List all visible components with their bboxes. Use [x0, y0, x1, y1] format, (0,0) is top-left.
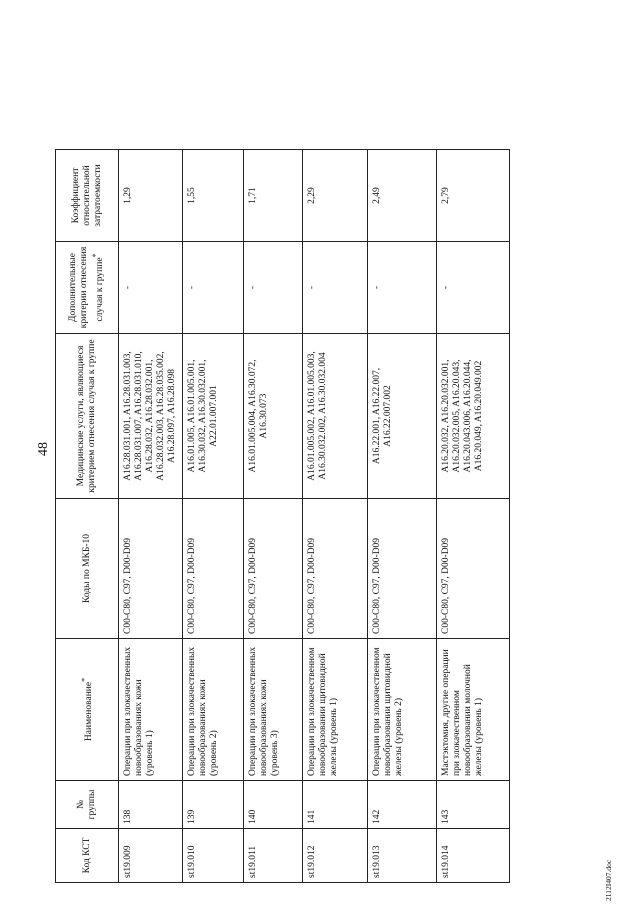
table-row: [183, 150, 244, 883]
cell-criteria: -: [183, 242, 244, 334]
cell-icd: C00-C80, C97, D00-D09: [183, 499, 244, 639]
cell-code: st19.010: [183, 829, 244, 883]
cell-icd: C00-C80, C97, D00-D09: [437, 499, 510, 639]
cell-code: st19.012: [303, 829, 368, 883]
cell-name: Мастэктомия, другие операции при злокачественном новообразовании молочной железы (уровень 1): [437, 639, 510, 781]
cell-code: st19.011: [244, 829, 303, 883]
cell-name: Операции при злокачественных новообразованиях кожи (уровень 2): [183, 639, 244, 781]
cell-group: 139: [183, 781, 244, 829]
cell-name: Операции при злокачественных новообразованиях кожи (уровень 3): [244, 639, 303, 781]
cell-coef: 1,55: [183, 150, 244, 242]
header-services: Медицинские услуги, являющиеся критерием отнесения случая к группе: [56, 334, 119, 499]
cell-icd: C00-C80, C97, D00-D09: [368, 499, 437, 639]
cell-icd: C00-C80, C97, D00-D09: [244, 499, 303, 639]
kst-table: [55, 149, 510, 883]
cell-group: 138: [119, 781, 183, 829]
table-row: [437, 150, 510, 883]
cell-group: 140: [244, 781, 303, 829]
cell-group: 141: [303, 781, 368, 829]
header-name: Наименование*: [56, 639, 119, 781]
cell-services: A16.20.032, A16.20.032.001, A16.20.032.005, A16.20.043, A16.20.043.006, A16.20.044, A16.20.049, A16.20.049.002: [437, 334, 510, 499]
cell-icd: C00-C80, C97, D00-D09: [303, 499, 368, 639]
cell-services: A16.01.005.002, A16.01.005.003, A16.30.032.002, A16.30.032.004: [303, 334, 368, 499]
cell-criteria: -: [244, 242, 303, 334]
cell-criteria: -: [119, 242, 183, 334]
cell-criteria: -: [437, 242, 510, 334]
cell-group: 143: [437, 781, 510, 829]
cell-code: st19.014: [437, 829, 510, 883]
table-row: [303, 150, 368, 883]
table-header-row: [56, 150, 119, 883]
cell-criteria: -: [303, 242, 368, 334]
cell-group: 142: [368, 781, 437, 829]
cell-services: A16.28.031.001, A16.28.031.003, A16.28.031.007, A16.28.031.010, A16.28.032, A16.28.032.001, A16.28.032.003, A16.28.035.002, A16.28.097, A16.28.098: [119, 334, 183, 499]
cell-criteria: -: [368, 242, 437, 334]
page-number: 48: [36, 442, 51, 456]
cell-code: st19.009: [119, 829, 183, 883]
header-code: Код КСТ: [56, 829, 119, 883]
header-icd: Коды по МКБ-10: [56, 499, 119, 639]
cell-coef: 1,29: [119, 150, 183, 242]
table-row: [368, 150, 437, 883]
cell-code: st19.013: [368, 829, 437, 883]
cell-icd: C00-C80, C97, D00-D09: [119, 499, 183, 639]
cell-name: Операции при злокачественном новообразовании щитовидной железы (уровень 1): [303, 639, 368, 781]
header-criteria: Дополнительные критерии отнесения случая к группе*: [56, 242, 119, 334]
cell-services: A16.01.005, A16.01.005.001, A16.30.032, A16.30.032.001, A22.01.007.001: [183, 334, 244, 499]
cell-coef: 2,49: [368, 150, 437, 242]
header-group: № группы: [56, 781, 119, 829]
cell-services: A16.01.005.004, A16.30.072, A16.30.073: [244, 334, 303, 499]
header-coef: Коэффициент относительной затратоемкости: [56, 150, 119, 242]
cell-name: Операции при злокачественных новообразованиях кожи (уровень 1): [119, 639, 183, 781]
footer-filename: 2112I407.doc: [604, 859, 613, 901]
table-row: [119, 150, 183, 883]
cell-coef: 1,71: [244, 150, 303, 242]
cell-name: Операции при злокачественном новообразовании щитовидной железы (уровень 2): [368, 639, 437, 781]
cell-coef: 2,79: [437, 150, 510, 242]
cell-services: A16.22.001, A16.22.007, A16.22.007.002: [368, 334, 437, 499]
table-row: [244, 150, 303, 883]
cell-coef: 2,29: [303, 150, 368, 242]
